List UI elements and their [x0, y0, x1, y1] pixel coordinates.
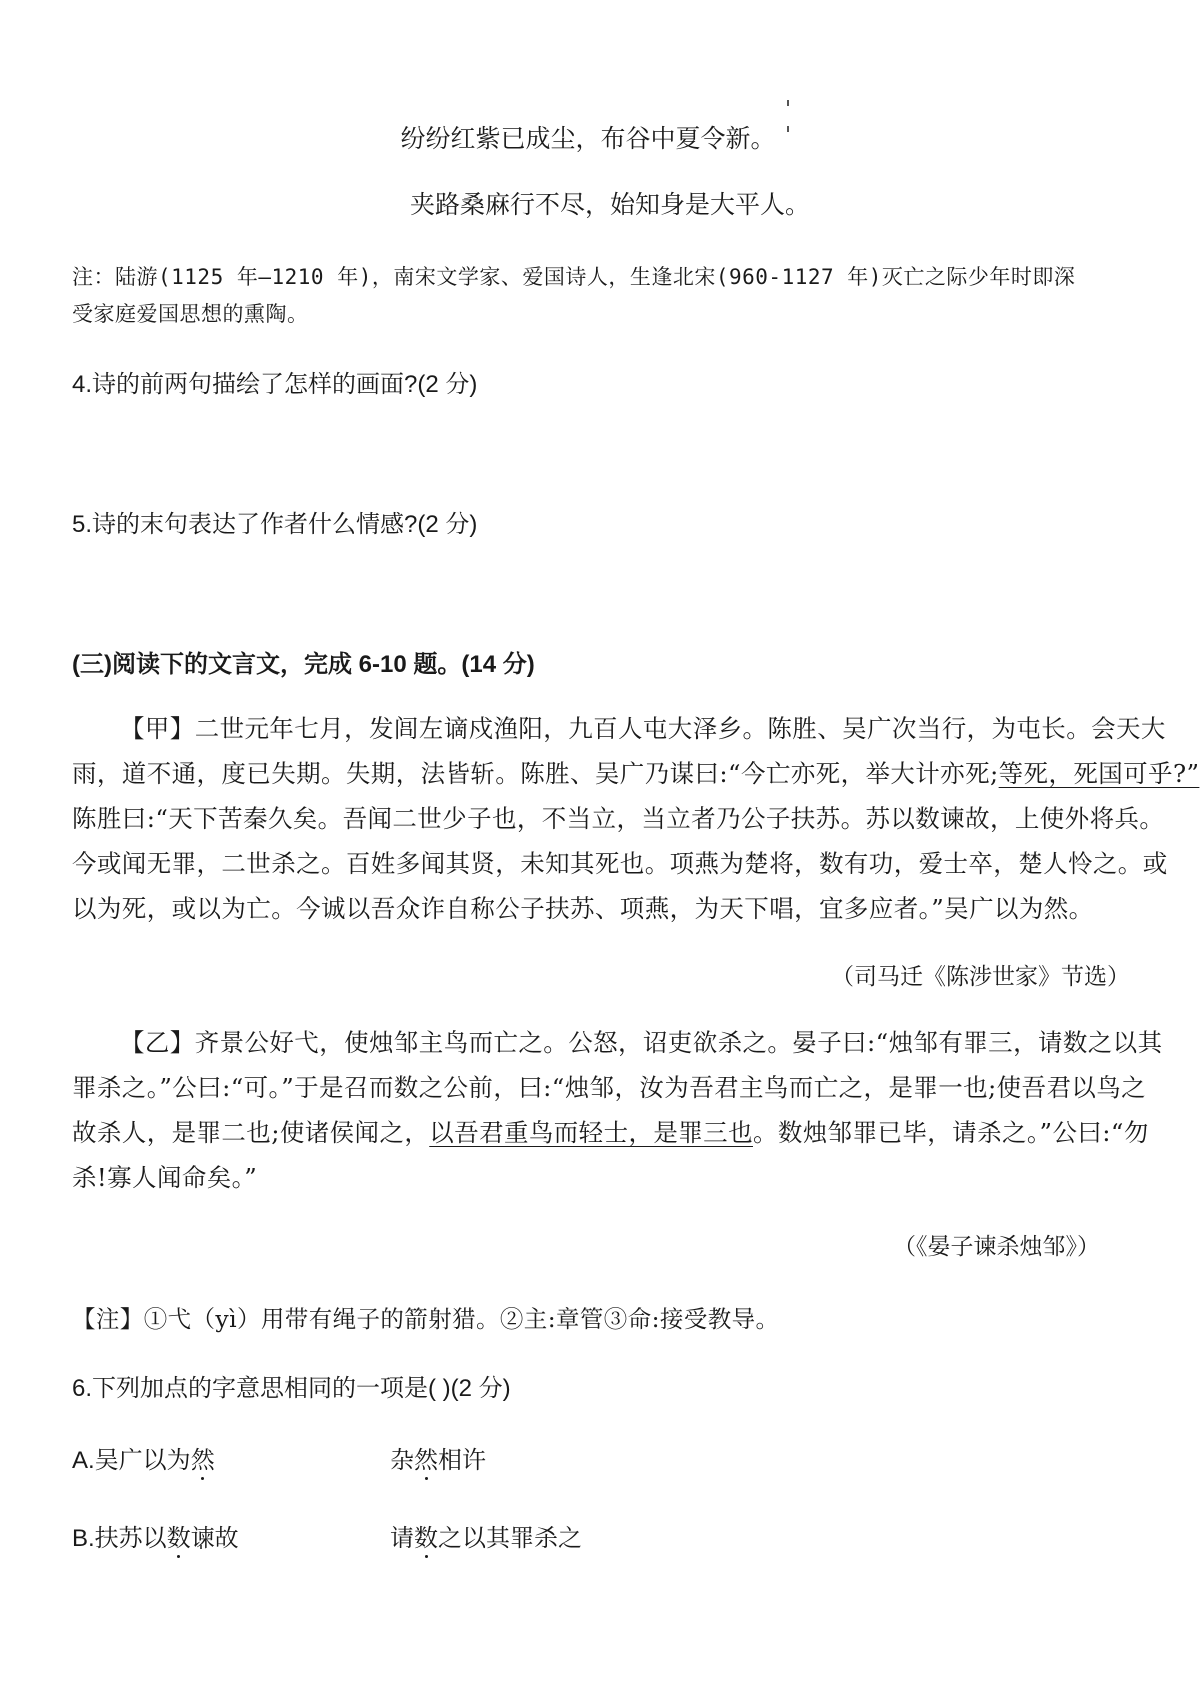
- option-a-label: A.吴广以为: [72, 1447, 191, 1474]
- scan-speck: [787, 100, 789, 106]
- underlined-sentence-yi: 以吾君重鸟而轻士，是罪三也: [429, 1118, 753, 1147]
- passage-yi-line-1: 【乙】齐景公好弋，使烛邹主鸟而亡之。公怒，诏吏欲杀之。晏子曰:“烛邹有罪三，请数之以其: [120, 1028, 1163, 1057]
- section-3-heading: (三)阅读下的文言文，完成 6-10 题。(14 分): [72, 651, 535, 678]
- annotation: 【注】①弋（yì）用带有绳子的箭射猎。②主:章管③命:接受教导。: [72, 1305, 780, 1333]
- option-b-right-pre: 请: [390, 1525, 414, 1552]
- passage-yi-source: （《晏子谏杀烛邹》）: [893, 1234, 1100, 1260]
- passage-jia-line-3: 陈胜曰:“天下苦秦久矣。吾闻二世少子也，不当立，当立者乃公子扶苏。苏以数谏故，上使外将兵。: [72, 804, 1165, 833]
- option-b-label: B.扶苏以: [72, 1525, 167, 1552]
- underlined-sentence-jia: 等死，死国可乎?”: [998, 759, 1200, 788]
- note-line-2: 受家庭爱国思想的熏陶。: [72, 302, 309, 326]
- option-b-left: [72, 1522, 239, 1556]
- poem-line-2: 夹路桑麻行不尽，始知身是大平人。: [409, 190, 810, 219]
- dotted-char: 然: [190, 1447, 215, 1474]
- option-a-right: [390, 1444, 486, 1478]
- passage-jia-line-1: 【甲】二世元年七月，发闾左谪戍渔阳，九百人屯大泽乡。陈胜、吴广次当行，为屯长。会天大: [120, 714, 1166, 743]
- passage-yi-line-3: [72, 1116, 1149, 1150]
- option-a-right-pre: 杂: [390, 1447, 414, 1474]
- passage-yi-line-2: 罪杀之。”公曰:“可。”于是召而数之公前，曰:“烛邹，汝为吾君主鸟而亡之，是罪一也;使吾君以鸟之: [72, 1073, 1147, 1102]
- passage-jia-line-2-text: 雨，道不通，度已失期。失期，法皆斩。陈胜、吴广乃谋曰:“今亡亦死，举大计亦死;: [72, 759, 999, 788]
- passage-jia-line-4: 今或闻无罪，二世杀之。百姓多闻其贤，未知其死也。项燕为楚将，数有功，爱士卒，楚人怜之。或: [72, 849, 1168, 878]
- question-4: 4.诗的前两句描绘了怎样的画面?(2 分): [72, 371, 478, 398]
- option-b-right: [390, 1522, 582, 1556]
- dotted-char: 数: [166, 1525, 191, 1552]
- question-6: 6.下列加点的字意思相同的一项是( )(2 分): [72, 1375, 511, 1402]
- dotted-char: 然: [414, 1447, 438, 1474]
- question-5: 5.诗的末句表达了作者什么情感?(2 分): [72, 511, 478, 538]
- option-a-left: [72, 1444, 215, 1478]
- option-a-right-post: 相许: [438, 1447, 486, 1474]
- note-line-1: 注：陆游(1125 年—1210 年)，南宋文学家、爱国诗人，生逢北宋(960-1127 年)灭亡之际少年时即深: [72, 265, 1076, 289]
- passage-yi-line-3-text-a: 故杀人，是罪二也;使诸侯闻之，: [72, 1118, 430, 1147]
- dotted-char: 数: [414, 1525, 438, 1552]
- passage-yi-line-4: 杀!寡人闻命矣。”: [72, 1163, 258, 1192]
- poem-line-1: 纷纷红紫已成尘，布谷中夏令新。: [400, 124, 776, 153]
- passage-yi-line-3-text-b: 。数烛邹罪已毕，请杀之。”公曰:“勿: [752, 1118, 1149, 1147]
- option-b-right-post: 之以其罪杀之: [438, 1525, 582, 1552]
- passage-jia-line-5: 以为死，或以为亡。今诚以吾众诈自称公子扶苏、项燕，为天下唱，宜多应者。”吴广以为然。: [72, 894, 1094, 923]
- option-b-post: 谏故: [190, 1525, 239, 1552]
- passage-jia-line-2: [72, 757, 1199, 791]
- passage-jia-source: （司马迁《陈涉世家》节选）: [831, 964, 1130, 990]
